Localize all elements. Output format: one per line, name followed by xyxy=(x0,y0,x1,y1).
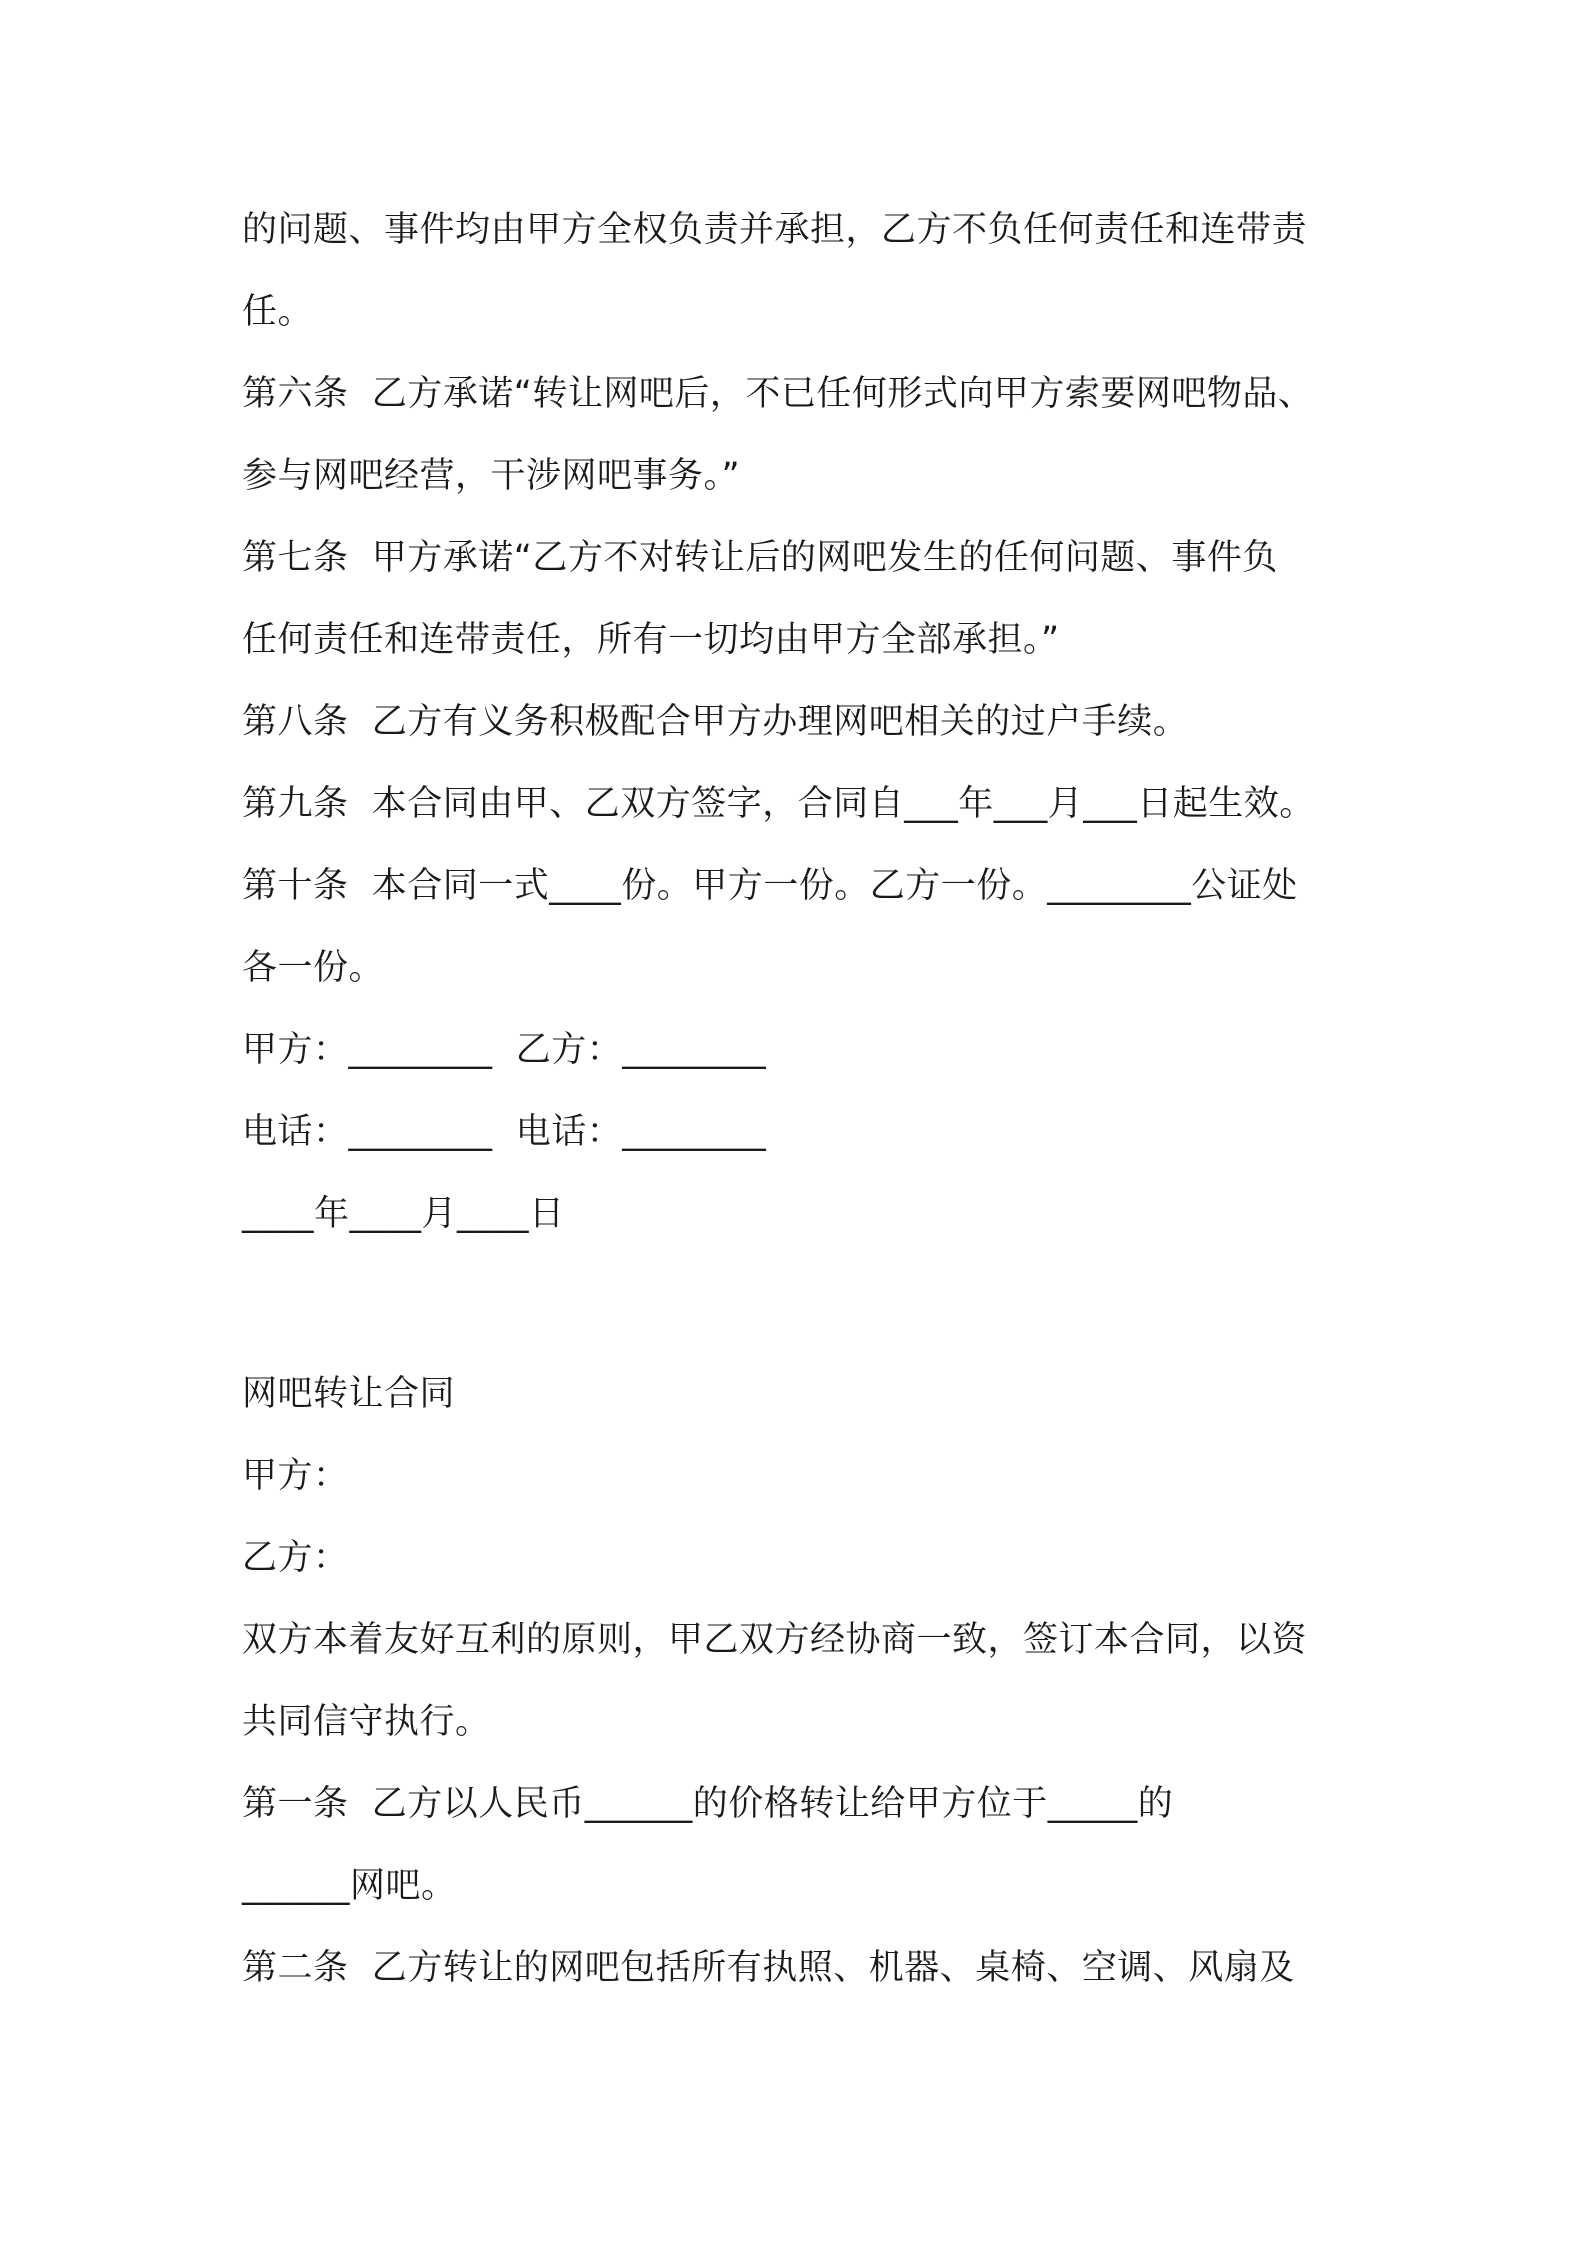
text-line: 共同信守执行。 xyxy=(242,1702,491,1742)
text-line: ______网吧。 xyxy=(242,1866,457,1906)
phone-line: 电话：________ 电话：________ xyxy=(242,1112,767,1152)
article-7-line: 第七条 甲方承诺“乙方不对转让后的网吧发生的任何问题、事件负 xyxy=(242,538,1278,578)
party-b-line: 乙方： xyxy=(242,1538,349,1578)
text-line: 参与网吧经营，干涉网吧事务。” xyxy=(242,456,741,496)
article-1-line: 第一条 乙方以人民币______的价格转让给甲方位于_____的 xyxy=(242,1784,1174,1824)
preamble-line: 双方本着友好互利的原则，甲乙双方经协商一致，签订本合同，以资 xyxy=(242,1620,1308,1660)
article-8-line: 第八条 乙方有义务积极配合甲方办理网吧相关的过户手续。 xyxy=(242,702,1189,742)
article-6-line: 第六条 乙方承诺“转让网吧后，不已任何形式向甲方索要网吧物品、 xyxy=(242,374,1314,414)
article-10-line: 第十条 本合同一式____份。甲方一份。乙方一份。________公证处 xyxy=(242,866,1298,906)
text-line: 任。 xyxy=(242,292,314,332)
party-signature-line: 甲方：________ 乙方：________ xyxy=(242,1030,767,1070)
article-9-line: 第九条 本合同由甲、乙双方签字，合同自___年___月___日起生效。 xyxy=(242,784,1315,824)
text-line: 各一份。 xyxy=(242,948,385,988)
contract-title: 网吧转让合同 xyxy=(242,1374,456,1414)
article-2-line: 第二条 乙方转让的网吧包括所有执照、机器、桌椅、空调、风扇及 xyxy=(242,1948,1295,1988)
date-line: ____年____月____日 xyxy=(242,1194,565,1234)
party-a-line: 甲方： xyxy=(242,1456,349,1496)
text-line: 的问题、事件均由甲方全权负责并承担，乙方不负任何责任和连带责 xyxy=(242,210,1308,250)
text-line: 任何责任和连带责任，所有一切均由甲方全部承担。” xyxy=(242,620,1060,660)
